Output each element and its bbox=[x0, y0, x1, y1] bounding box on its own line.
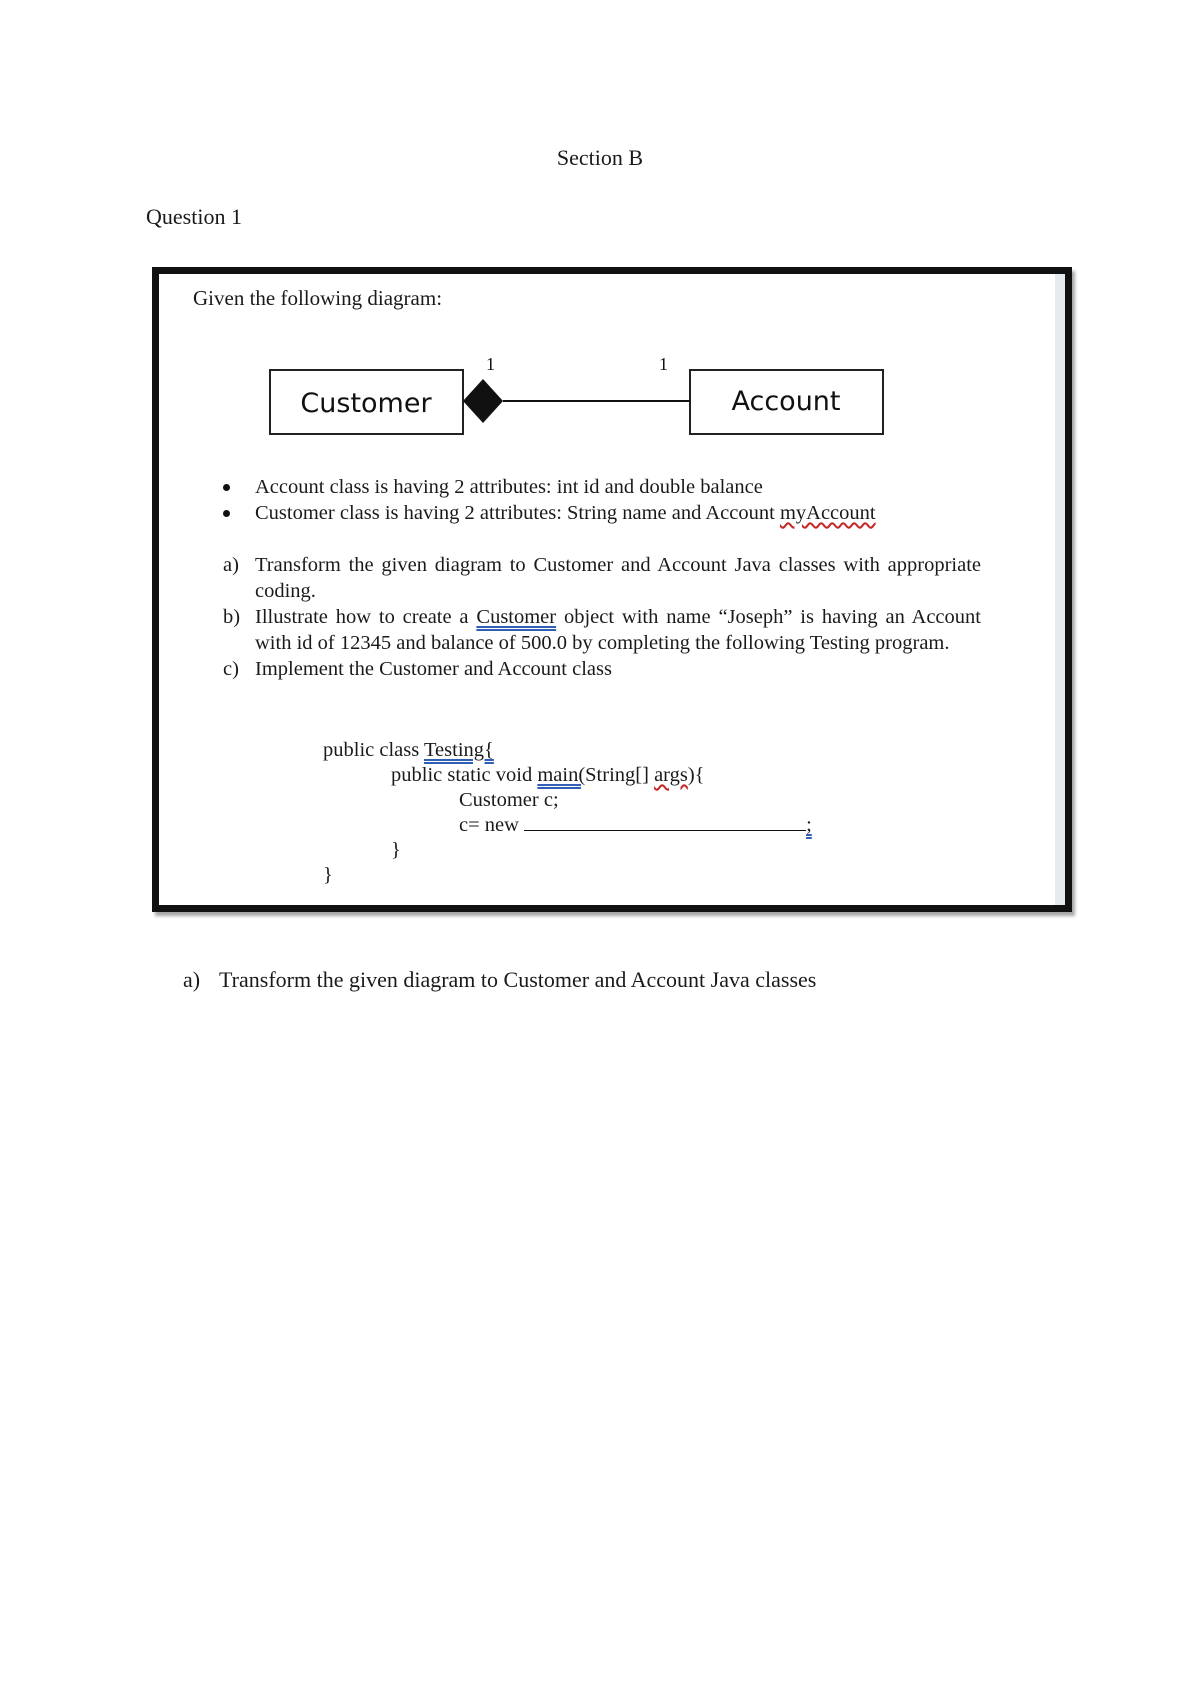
multiplicity-left: 1 bbox=[486, 354, 495, 374]
spellcheck-flag: args bbox=[654, 764, 688, 786]
task-marker: b) bbox=[223, 606, 241, 628]
code-line: } bbox=[323, 864, 333, 886]
code-line: c= new ; bbox=[459, 814, 812, 836]
spellcheck-flag: myAccount bbox=[779, 502, 876, 524]
code-line: Customer c; bbox=[459, 789, 559, 811]
answer-heading: a) Transform the given diagram to Customer and Account Java classes bbox=[183, 967, 817, 992]
grammar-flag: main( bbox=[537, 764, 586, 786]
grammar-flag: Customer bbox=[476, 606, 557, 628]
task-c: c) Implement the Customer and Account class bbox=[223, 658, 612, 680]
composition-diamond bbox=[463, 379, 503, 423]
bullet-customer-attributes: Customer class is having 2 attributes: String name and Account myAccount bbox=[219, 500, 876, 526]
grammar-flag: Testing{ bbox=[423, 739, 494, 761]
code-line: public static void main(String[] args){ bbox=[391, 764, 705, 786]
task-b: b) Illustrate how to create a Customer object with name “Joseph” is having an Account with id of 12345 and balance of 500.0 by completing the following Testing program. bbox=[223, 606, 981, 654]
answer-marker: a) bbox=[183, 967, 201, 992]
section-title: Section B bbox=[556, 145, 644, 170]
bullet-icon bbox=[223, 484, 230, 491]
customer-class-name: Customer bbox=[300, 388, 432, 419]
fill-in-blank bbox=[524, 814, 806, 831]
uml-diagram bbox=[159, 274, 1059, 464]
task-a: a) Transform the given diagram to Customer and Account Java classes with appropriate coding. bbox=[223, 554, 981, 602]
account-class-name: Account bbox=[731, 386, 841, 417]
question-intro: Given the following diagram: bbox=[193, 286, 443, 310]
code-line: } bbox=[391, 839, 401, 861]
attribute-list bbox=[219, 474, 876, 526]
code-snippet bbox=[323, 738, 812, 888]
task-marker: c) bbox=[223, 658, 239, 680]
bullet-icon bbox=[223, 510, 230, 517]
bullet-account-attributes: Account class is having 2 attributes: int id and double balance bbox=[219, 474, 876, 500]
code-line: public class Testing{ bbox=[323, 739, 494, 761]
task-marker: a) bbox=[223, 554, 239, 576]
task-list bbox=[223, 552, 981, 682]
grammar-flag: ; bbox=[806, 814, 812, 836]
multiplicity-right: 1 bbox=[659, 354, 668, 374]
question-box bbox=[152, 267, 1072, 912]
question-title: Question 1 bbox=[146, 204, 242, 229]
